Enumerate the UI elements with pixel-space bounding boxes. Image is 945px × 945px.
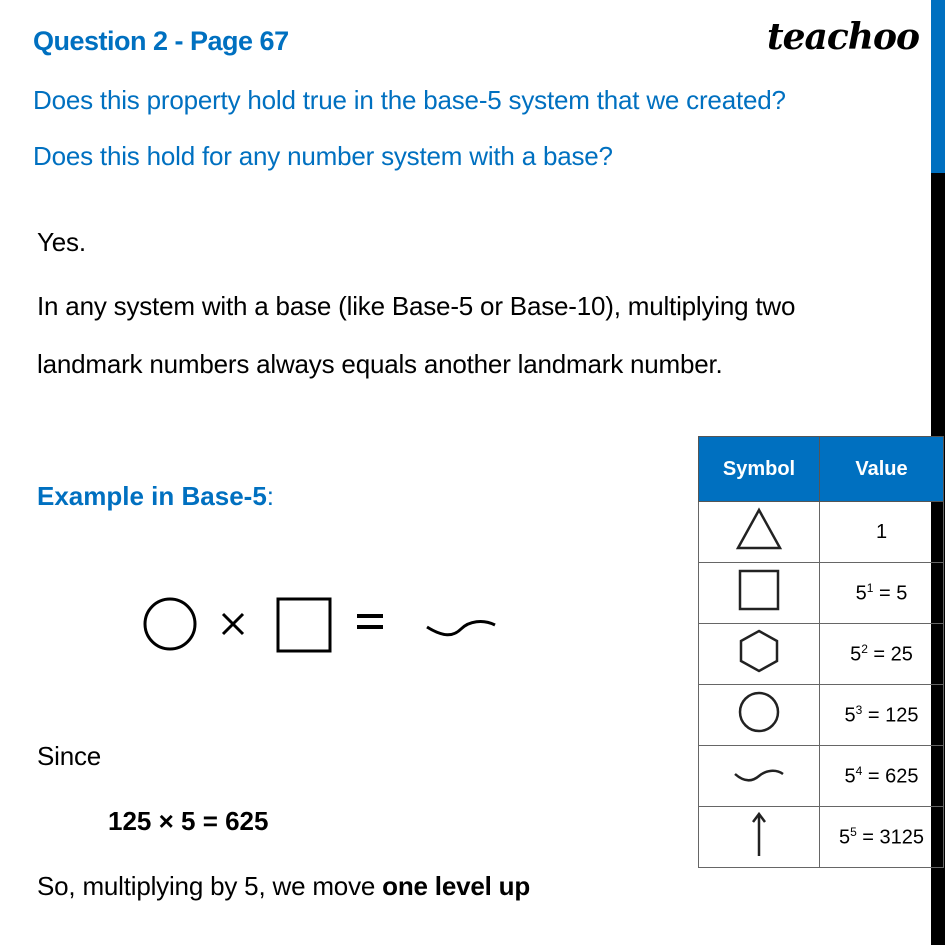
equals-icon [357, 616, 383, 627]
triangle-icon [699, 502, 820, 563]
value-cell: 1 [820, 502, 944, 563]
question-line-2: Does this hold for any number system with a base? [33, 141, 613, 171]
square-icon [278, 599, 330, 651]
numeric-equation: 125 × 5 = 625 [108, 806, 269, 836]
answer-yes: Yes. [37, 227, 86, 257]
example-colon: : [266, 481, 275, 511]
table-row [699, 746, 944, 807]
example-label: Example in Base-5 [37, 481, 267, 511]
table-row [699, 624, 944, 685]
conclusion-bold: one level up [382, 871, 531, 901]
value-cell: $5^2 = 25$ [820, 624, 944, 685]
teachoo-logo: teachoo [767, 16, 919, 58]
hexagon-icon [699, 624, 820, 685]
conclusion-text: So, multiplying by 5, we move [37, 871, 383, 901]
since-label: Since [37, 741, 102, 771]
square-icon [699, 563, 820, 624]
table-row [699, 563, 944, 624]
answer-line-1: In any system with a base (like Base-5 or Base-10), multiplying two [37, 291, 796, 321]
table-header-row [699, 437, 944, 502]
circle-icon [145, 599, 195, 649]
up-arrow-icon [699, 807, 820, 868]
page-title: Question 2 - Page 67 [33, 26, 289, 56]
value-cell: $5^3 = 125$ [820, 685, 944, 746]
answer-line-2: landmark numbers always equals another landmark number. [37, 349, 723, 379]
example-heading [37, 481, 274, 512]
symbol-equation [143, 597, 503, 657]
wave-icon [427, 622, 495, 635]
circle-icon [699, 685, 820, 746]
symbol-value-table [698, 436, 944, 868]
header-symbol: Symbol [699, 437, 820, 502]
table-row [699, 685, 944, 746]
wave-icon [699, 746, 820, 807]
times-icon [223, 614, 243, 634]
header-value: Value [820, 437, 944, 502]
table-row [699, 502, 944, 563]
side-bar-accent [931, 0, 945, 173]
conclusion [37, 871, 530, 902]
table-row [699, 807, 944, 868]
value-cell: $5^4 = 625$ [820, 746, 944, 807]
question-line-1: Does this property hold true in the base-5 system that we created? [33, 85, 786, 115]
value-cell: $5^5 = 3125$ [820, 807, 944, 868]
value-cell: $5^1 = 5$ [820, 563, 944, 624]
